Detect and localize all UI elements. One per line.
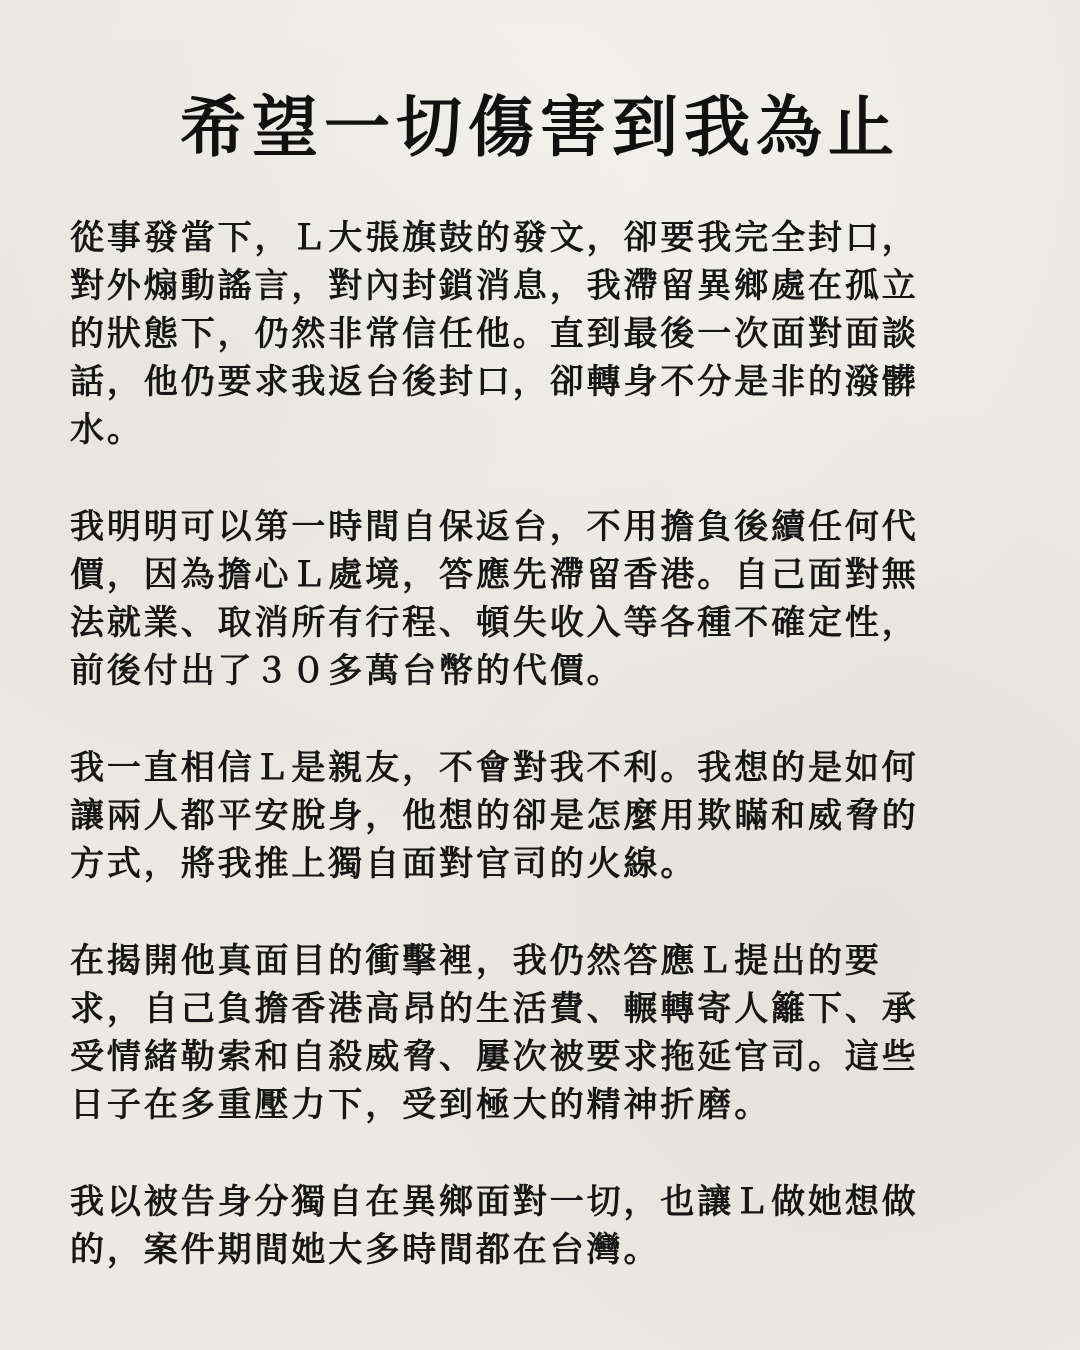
paragraph-line: 在揭開他真面目的衝擊裡，我仍然答應Ｌ提出的要 (70, 941, 882, 981)
paragraph-3 (70, 744, 1000, 888)
paragraph-line: 我一直相信Ｌ是親友，不會對我不利。我想的是如何 (70, 748, 919, 788)
paragraph-line: 水。 (70, 410, 144, 450)
paragraph-line: 受情緒勒索和自殺威脅、屢次被要求拖延官司。這些 (70, 1037, 919, 1077)
paragraph-line: 對外煽動謠言，對內封鎖消息，我滯留異鄉處在孤立 (70, 266, 919, 306)
paragraph-line: 日子在多重壓力下，受到極大的精神折磨。 (70, 1085, 772, 1125)
paragraph-line: 的狀態下，仍然非常信任他。直到最後一次面對面談 (70, 314, 919, 354)
paragraph-line: 讓兩人都平安脫身，他想的卻是怎麼用欺瞞和威脅的 (70, 796, 919, 836)
paragraph-2 (70, 503, 1000, 695)
paragraph-4 (70, 937, 1000, 1129)
paragraph-line: 方式，將我推上獨自面對官司的火線。 (70, 844, 698, 884)
paragraph-line: 我以被告身分獨自在異鄉面對一切，也讓Ｌ做她想做 (70, 1182, 919, 1222)
page-title: 希望一切傷害到我為止 (180, 89, 900, 166)
paragraph-line: 的，案件期間她大多時間都在台灣。 (70, 1230, 661, 1270)
paragraph-5 (70, 1178, 1000, 1274)
paragraph-1 (70, 214, 1000, 454)
paragraph-line: 價，因為擔心Ｌ處境，答應先滯留香港。自己面對無 (70, 555, 919, 595)
paragraph-line: 求，自己負擔香港高昂的生活費、輾轉寄人籬下、承 (70, 989, 919, 1029)
paragraph-line: 前後付出了３０多萬台幣的代價。 (70, 651, 624, 691)
paragraph-line: 法就業、取消所有行程、頓失收入等各種不確定性， (70, 603, 919, 643)
paragraph-line: 話，他仍要求我返台後封口，卻轉身不分是非的潑髒 (70, 362, 919, 402)
paragraph-line: 我明明可以第一時間自保返台，不用擔負後續任何代 (70, 507, 919, 547)
statement-body (70, 214, 1000, 1323)
paragraph-line: 從事發當下，Ｌ大張旗鼓的發文，卻要我完全封口， (70, 218, 919, 258)
